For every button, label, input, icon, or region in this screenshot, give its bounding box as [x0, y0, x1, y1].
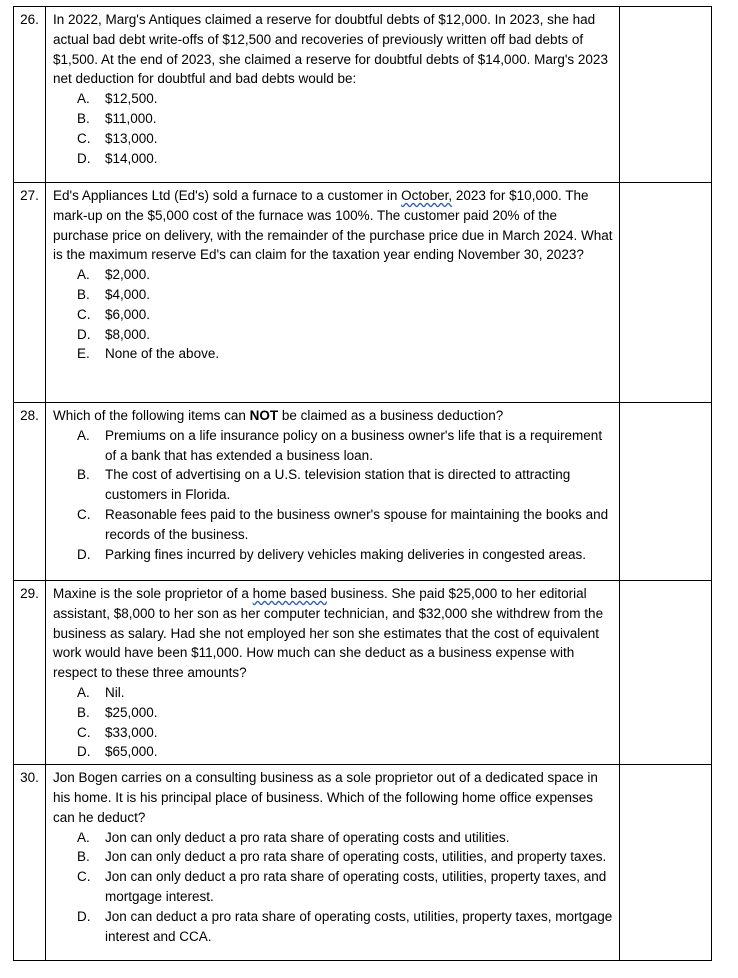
- question-stem: [53, 584, 613, 683]
- question-row-29: [14, 581, 712, 765]
- question-stem: Jon Bogen carries on a consulting business as a sole proprietor out of a dedicated space in his home. It is his principal place of business. Which of the following home office expenses can he deduct?: [53, 770, 598, 825]
- question-number: 26.: [14, 7, 46, 183]
- option-letter: B.: [77, 467, 90, 483]
- answer-cell[interactable]: [620, 765, 712, 961]
- stem-text: Ed's Appliances Ltd (Ed's) sold a furnace to a customer in: [53, 188, 402, 203]
- stem-text: business. She paid $25,000 to her editorial assistant, $8,000 to her son as her computer technician, and $32,000 she withdrew from the business as salary. Had she not employed her son she estimates that the cost of equivalent work would have been $11,000. How much can she deduct as a business expense with respect to these three amounts?: [53, 586, 604, 681]
- option-letter: E.: [77, 346, 90, 362]
- option-b: [77, 109, 613, 129]
- options-list: [53, 265, 613, 364]
- option-text: $6,000.: [105, 306, 151, 322]
- option-letter: D.: [77, 150, 91, 166]
- option-e: [77, 344, 613, 364]
- option-c: [77, 305, 613, 325]
- option-text: $13,000.: [105, 130, 158, 146]
- options-list: [53, 89, 613, 168]
- option-text: Jon can deduct a pro rata share of operating costs, utilities, property taxes, mortgage interest and CCA.: [105, 908, 613, 944]
- option-d: [77, 545, 613, 565]
- option-letter: C.: [77, 869, 91, 885]
- answer-cell[interactable]: [620, 183, 712, 403]
- option-letter: D.: [77, 744, 91, 760]
- option-c: [77, 723, 613, 743]
- option-letter: B.: [77, 110, 90, 126]
- question-row-27: [14, 183, 712, 403]
- option-letter: C.: [77, 306, 91, 322]
- stem-text: Which of the following items can: [53, 408, 250, 423]
- question-stem: [53, 406, 613, 426]
- option-letter: A.: [77, 267, 90, 283]
- stem-text: be claimed as a business deduction?: [278, 408, 504, 423]
- option-letter: D.: [77, 326, 91, 342]
- option-d: [77, 742, 613, 762]
- option-letter: D.: [77, 908, 91, 924]
- option-text: $8,000.: [105, 326, 151, 342]
- option-text: Jon can only deduct a pro rata share of operating costs and utilities.: [105, 829, 510, 845]
- question-row-28: [14, 403, 712, 581]
- option-text: Reasonable fees paid to the business owner's spouse for maintaining the books and records of the business.: [105, 506, 609, 542]
- option-letter: D.: [77, 546, 91, 562]
- option-text: $14,000.: [105, 150, 158, 166]
- question-stem: [53, 186, 613, 265]
- option-c: [77, 505, 613, 545]
- answer-cell[interactable]: [620, 581, 712, 765]
- grammar-flagged-text: home based: [252, 586, 327, 601]
- option-text: Jon can only deduct a pro rata share of operating costs, utilities, property taxes, and mortgage interest.: [105, 869, 607, 904]
- question-body: [46, 7, 620, 183]
- options-list: [53, 426, 613, 565]
- option-letter: C.: [77, 506, 91, 522]
- answer-cell[interactable]: [620, 7, 712, 183]
- question-row-26: [14, 7, 712, 183]
- option-a: [77, 89, 613, 109]
- option-b: [77, 703, 613, 723]
- emphasis-text: NOT: [249, 408, 279, 423]
- option-a: [77, 828, 613, 848]
- option-text: $25,000.: [105, 704, 158, 720]
- option-letter: A.: [77, 91, 90, 107]
- option-letter: B.: [77, 704, 90, 720]
- option-d: [77, 149, 613, 169]
- options-list: [53, 683, 613, 762]
- option-text: $2,000.: [105, 267, 151, 283]
- option-text: $4,000.: [105, 286, 151, 302]
- option-c: [77, 129, 613, 149]
- question-body: [46, 581, 620, 765]
- question-number: 29.: [14, 581, 46, 765]
- question-stem: In 2022, Marg's Antiques claimed a reserve for doubtful debts of $12,000. In 2023, she had actual bad debt write-offs of $12,500 and recoveries of previously written off bad debts of $1,500. At the end of 2023, she claimed a reserve for doubtful debts of $14,000. Marg's 2023 net deduction for doubtful and bad debts would be:: [53, 12, 608, 87]
- question-number: 27.: [14, 183, 46, 403]
- option-letter: C.: [77, 724, 91, 740]
- option-text: $11,000.: [105, 110, 157, 126]
- option-text: Parking fines incurred by delivery vehicles making deliveries in congested areas.: [105, 546, 586, 562]
- grammar-flagged-text: October,: [401, 188, 453, 203]
- option-letter: A.: [77, 829, 90, 845]
- option-b: [77, 285, 613, 305]
- stem-text: 2023 for $10,000. The mark-up on the $5,000 cost of the furnace was 100%. The customer paid 20% of the purchase price on delivery, with the remainder of the purchase price due in March 2024. What is the maximum reserve Ed's can claim for the taxation year ending November 30, 2023?: [53, 188, 613, 263]
- option-text: $12,500.: [105, 91, 158, 107]
- option-text: $65,000.: [105, 744, 158, 760]
- option-text: Jon can only deduct a pro rata share of operating costs, utilities, and property taxes.: [105, 849, 607, 865]
- question-body: [46, 403, 620, 581]
- option-letter: B.: [77, 849, 90, 865]
- option-text: The cost of advertising on a U.S. television station that is directed to attracting customers in Florida.: [105, 467, 571, 503]
- stem-text: Maxine is the sole proprietor of a: [53, 586, 253, 601]
- option-d: [77, 325, 613, 345]
- option-text: Premiums on a life insurance policy on a business owner's life that is a requirement of a bank that has extended a business loan.: [105, 427, 603, 463]
- option-text: Nil.: [105, 684, 125, 700]
- option-letter: A.: [77, 427, 90, 443]
- questions-table: [13, 6, 712, 961]
- options-list: [53, 828, 613, 947]
- option-letter: B.: [77, 286, 90, 302]
- question-number: 30.: [14, 765, 46, 961]
- option-a: [77, 426, 613, 466]
- question-body: [46, 183, 620, 403]
- answer-cell[interactable]: [620, 403, 712, 581]
- option-a: [77, 683, 613, 703]
- option-c: [77, 867, 613, 907]
- option-letter: C.: [77, 130, 91, 146]
- option-text: $33,000.: [105, 724, 158, 740]
- question-row-30: [14, 765, 712, 961]
- option-a: [77, 265, 613, 285]
- option-b: [77, 847, 613, 867]
- question-number: 28.: [14, 403, 46, 581]
- option-text: None of the above.: [105, 346, 220, 362]
- option-b: [77, 465, 613, 505]
- option-d: [77, 907, 613, 947]
- option-letter: A.: [77, 684, 90, 700]
- question-body: [46, 765, 620, 961]
